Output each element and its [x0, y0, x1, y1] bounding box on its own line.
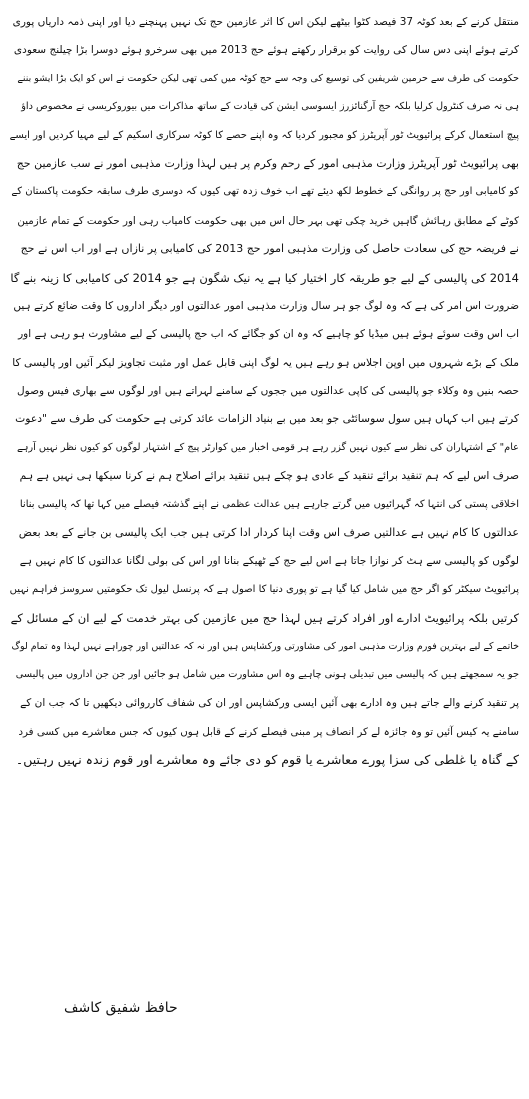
article-line: بھی پرائیویٹ ٹور آپریٹرز وزارت مذہبی امور کے رحم وکرم پر ہیں لہذا وزارت مذہبی امور نے سب عازمین حج: [16, 156, 519, 170]
article-line: کے گناہ یا غلطی کی سزا پورے معاشرے یا قوم کو دی جائے وہ معاشرے اور قوم زندہ نہیں رہتیں۔: [15, 752, 519, 768]
article-line: پیچ استعمال کرکے پرائیویٹ ٹور آپریٹرز کو مجبور کردیا کہ وہ اپنے حصے کا کوٹہ سرکاری اسکیم کے لیے مہیا کردیں اور ایسے: [10, 129, 519, 141]
article-line: حکومت کی طرف سے حرمین شریفین کی توسیع کی وجہ سے حج کوٹہ میں کمی تھی لیکن حکومت نے اس کو ایک بڑا ایشو بننے: [17, 72, 519, 84]
article-line: ملک کے بڑے شہروں میں اوپن اجلاس ہو رہے ہیں یہ لوگ اپنی قابل عمل اور مثبت تجاویز لیکر آئیں اور پالیسی کا: [12, 355, 519, 369]
article-line: خاتمے کے لیے بہترین فورم وزارت مذہبی امور کی مشاورتی ورکشاپس ہیں اور نہ کہ عدالتیں اور چوراہے نہیں لہذا وہ تمام لوگ: [11, 640, 519, 652]
article-line: حصہ بنیں وہ وکلاء جو پالیسی کی کاپی عدالتوں میں ججوں کے سامنے لہراتے ہیں اور لوگوں سے بھاری فیس وصول: [17, 385, 519, 398]
article-line: نے فریضہ حج کی سعادت حاصل کی وزارت مذہبی امور حج 2013 کی کامیابی پر نازاں ہے اور اب اس نے حج: [20, 242, 519, 256]
article-body: [10, 8, 519, 775]
article-line: سامنے یہ کیس آئیں تو وہ جائزہ لے کر انصاف پر مبنی فیصلے کرنے کے قابل ہوں کیوں کہ جس معاشرے میں کسی فرد: [18, 725, 519, 738]
article-line: عام" کے اشتہاران کی نظر سے کیوں نہیں گزر رہے ہر قومی اخبار میں کوارٹر پیج کے اشتہار لوگوں کو کیوں نظر نہیں آرہے: [16, 441, 519, 453]
article-line: 2014 کی پالیسی کے لیے جو طریقہ کار اختیار کیا ہے یہ نیک شگون ہے جو 2014 کی کامیابی کا زینہ بنے گا: [10, 270, 519, 285]
article-line: کرتے ہیں اب کہاں ہیں سول سوسائٹی جو بعد میں بے بنیاد الزامات عائد کرتی ہے حکومت کی طرف سے "دعوت: [15, 412, 519, 426]
article-line: ہی نہ صرف کنٹرول کرلیا بلکہ حج آرگنائزرز ایسوسی ایشن کی قیادت کے ساتھ مذاکرات میں بیوروکریسی نے مخصوص داؤ: [21, 101, 519, 113]
article-line: صرف اس لیے کہ ہم تنقید برائے تنقید کے عادی ہو چکے ہیں تنقید برائے اصلاح ہم نے کرنا سیکھا ہی نہیں ہے ہم: [19, 469, 519, 483]
article-line: اخلاقی پستی کی انتہا کہ گہرائیوں میں گرتے جارہے ہیں عدالت عظمی نے اپنے گذشتہ فیصلے میں کہا تھا کہ پالیسی بنانا: [19, 498, 519, 510]
article-line: ضرورت اس امر کی ہے کہ وہ لوگ جو ہر سال وزارت مذہبی امور عدالتوں اور دیگر اداروں کا وقت ضائع کرتے ہیں: [13, 299, 519, 312]
article-line: لوگوں کو پالیسی سے ہٹ کر نوازا جاتا ہے اس لیے حج کے ٹھیکے بنانا اور اس کی بولی لگانا عدالتوں کا کام نہیں ہے: [19, 555, 519, 568]
article-line: کوٹے کے مطابق رہائش گاہیں خرید چکی تھی بہر حال اس میں بھی حکومت کامیاب رہی اور حکومت کے تمام عازمین: [17, 214, 519, 227]
article-line: اب اس وقت سوئے ہوئے ہیں میڈیا کو چاہیے کہ وہ ان کو جگائے کہ اب حج پالیسی کے لیے مشاورت ہو رہی ہے اور: [18, 328, 519, 341]
article-line: پرائیویٹ سیکٹر کو اگر حج میں شامل کیا گیا ہے تو پوری دنیا کا اصول ہے کہ پرنسل لیول تک حکومتیں سروسز فراہم نہیں: [10, 583, 519, 595]
article-line: پر تنقید کرنے والے جاتے ہیں وہ ادارے بھی آئیں ایسی ورکشاپس اور ان کی شفاف کارروائی دیکھیں تا کہ جب ان کے: [20, 697, 519, 710]
article-line: کو کامیابی اور حج پر روانگی کے خطوط لکھ دیئے تھے اب خوف زدہ تھی کیوں کہ دوسری طرف سابقہ حکومت پاکستان کے: [11, 186, 519, 198]
article-line: کرتیں بلکہ پرائیویٹ ادارے اور افراد کرتے ہیں لہذا حج میں عازمین کی بہتر خدمت کے لیے ان کے مسائل کے: [10, 611, 519, 626]
article-line: منتقل کرنے کے بعد کوٹہ 37 فیصد کٹوا بیٹھے لیکن اس کا اثر عازمین حج تک نہیں پہنچنے دیا اور اپنی ذمہ داریاں پوری: [12, 16, 519, 28]
author-signature: حافظ شفیق کاشف: [64, 1000, 178, 1016]
article-line: کرتے ہوئے اپنی دس سال کی روایت کو برقرار رکھتے ہوئے حج 2013 میں بھی سرخرو ہوئے دوسرا بڑا چیلنج سعودی: [13, 44, 519, 57]
article-line: جو یہ سمجھتے ہیں کہ پالیسی میں تبدیلی ہونی چاہیے وہ اس مشاورت میں شامل ہو جائیں اور جن جن اداروں میں پالیسی: [15, 668, 519, 680]
article-line: عدالتوں کا کام نہیں ہے عدالتیں صرف اس وقت اپنا کردار ادا کرتی ہیں جب ایک پالیسی بن جانے کے بعد بعض: [18, 526, 519, 540]
